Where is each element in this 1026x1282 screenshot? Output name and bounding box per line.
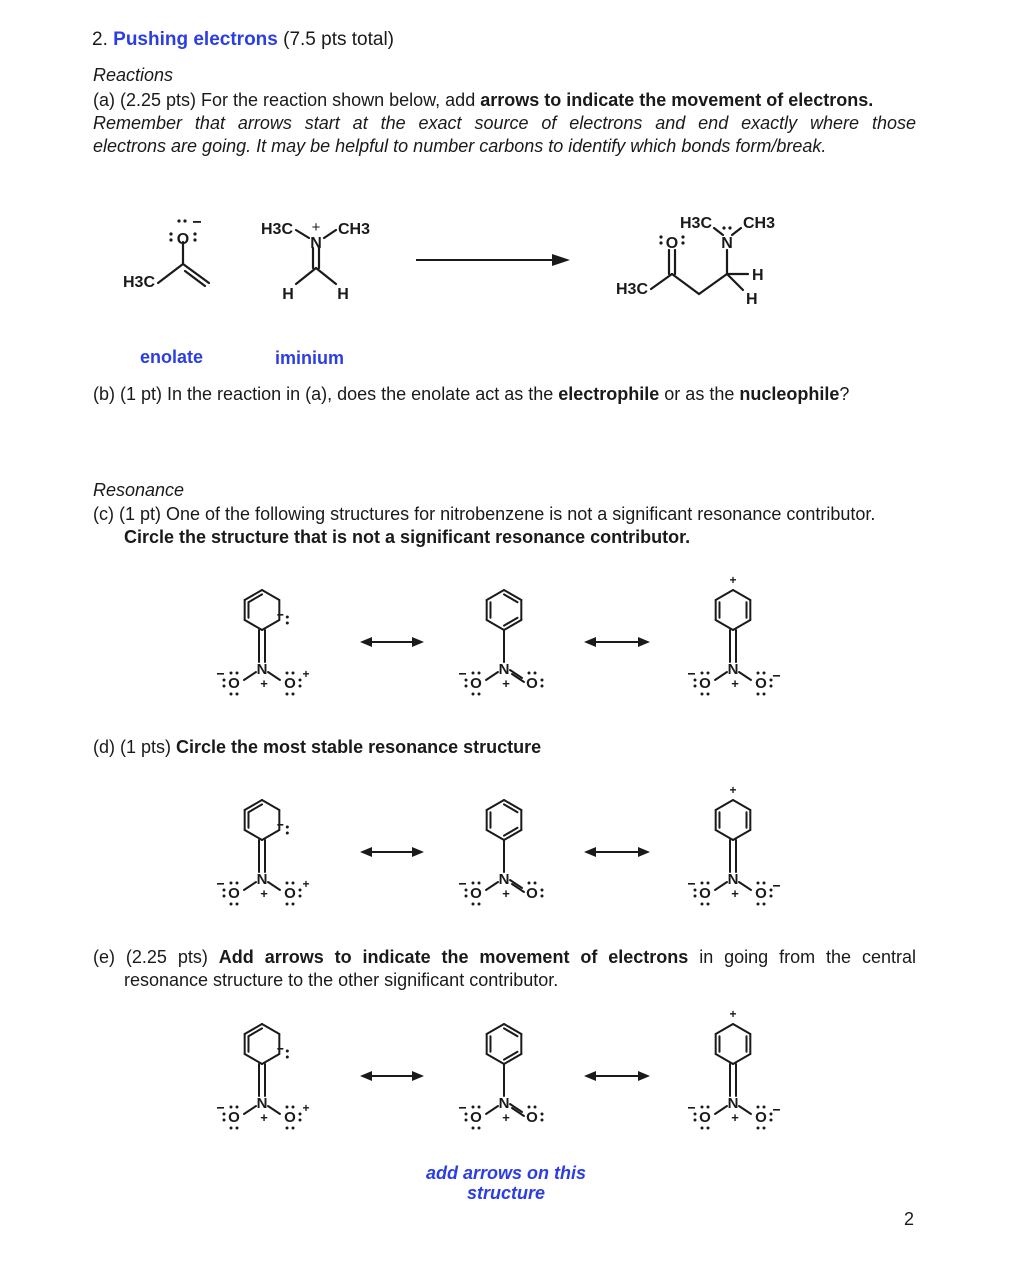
iminium-nitrogen: N <box>310 235 322 252</box>
nitrogen-plus: + <box>502 1110 510 1125</box>
negative-charge <box>773 675 780 677</box>
lone-pair-dot <box>292 882 295 885</box>
nitro-nitrogen: N <box>498 1095 510 1112</box>
iminium-bond-left-methyl <box>296 230 309 238</box>
lone-pair-dot <box>707 693 710 696</box>
iminium-bond-h-right <box>316 268 336 284</box>
lone-pair-dot <box>707 882 710 885</box>
lone-pair-dot <box>299 895 302 898</box>
oxygen-right: O <box>284 885 296 902</box>
oxygen-right: O <box>284 675 296 692</box>
lone-pair-dot <box>478 882 481 885</box>
lone-pair-dot <box>770 1119 773 1122</box>
resonance-arrow-head-right <box>638 1071 650 1081</box>
lone-pair-dot <box>763 903 766 906</box>
lone-pair-dot <box>478 1106 481 1109</box>
lone-pair-dot <box>472 1127 475 1130</box>
lone-pair-dot <box>770 889 773 892</box>
resonance-arrow-head-left <box>584 1071 596 1081</box>
lone-pair-dot <box>694 889 697 892</box>
negative-charge <box>459 673 466 675</box>
lone-pair-dot <box>223 1119 226 1122</box>
ring-bond <box>487 800 504 810</box>
negative-charge <box>688 883 695 885</box>
product-oxygen: O <box>665 235 679 252</box>
lone-pair-dot <box>694 685 697 688</box>
lone-pair-dot <box>770 685 773 688</box>
nitrogen-plus: + <box>731 1110 739 1125</box>
lone-pair-dot <box>528 882 531 885</box>
ring-bond <box>716 620 733 630</box>
n-o-bond-right <box>739 672 751 680</box>
nitro-nitrogen: N <box>256 1095 268 1112</box>
ring-bond <box>262 1024 279 1034</box>
ring-bond <box>733 800 750 810</box>
enolate-bond-methyl <box>158 264 183 283</box>
negative-charge <box>217 673 224 675</box>
oxygen-right: O <box>755 1109 767 1126</box>
lone-pair-dot <box>230 1106 233 1109</box>
lone-pair-dot <box>465 679 468 682</box>
ring-plus: + <box>729 573 737 587</box>
lone-pair-dot <box>223 889 226 892</box>
lone-pair-dot <box>286 1106 289 1109</box>
lone-pair-dot <box>223 1113 226 1116</box>
lone-pair-dot <box>286 672 289 675</box>
part-e-line2: resonance structure to the other significant contributor. <box>124 970 559 990</box>
question-points: (7.5 pts total) <box>283 29 395 50</box>
lone-pair-dot <box>701 882 704 885</box>
product-bond-n-methyl-left <box>714 228 723 235</box>
lone-pair-dot <box>286 1127 289 1130</box>
nitrogen-plus: + <box>260 886 268 901</box>
lone-pair-dot <box>701 1127 704 1130</box>
product-bond-methyl <box>651 274 672 289</box>
lone-pair-dot <box>286 882 289 885</box>
lone-pair-dot <box>770 1113 773 1116</box>
lone-pair-dot <box>286 616 289 619</box>
oxygen-left: O <box>699 1109 711 1126</box>
oxygen-plus: + <box>302 877 310 891</box>
product-h-right: H <box>752 267 764 284</box>
iminium-h-left: H <box>282 286 294 303</box>
lone-pair-dot <box>478 1127 481 1130</box>
reactions-heading: Reactions <box>93 65 174 85</box>
question-title: Pushing electrons <box>113 29 278 50</box>
n-o-bond-right <box>739 1106 751 1114</box>
lone-pair-dot <box>292 693 295 696</box>
lone-pair-dot <box>701 1106 704 1109</box>
resonance-arrow-head-right <box>412 1071 424 1081</box>
n-o-bond-right <box>268 672 280 680</box>
ring-bond <box>733 590 750 600</box>
lone-pair-dot <box>230 693 233 696</box>
n-o-bond-left <box>244 882 256 890</box>
nitro-nitrogen: N <box>256 871 268 888</box>
lone-pair-dot <box>757 882 760 885</box>
resonance-arrow-head-left <box>584 847 596 857</box>
resonance-arrow-head-left <box>584 637 596 647</box>
lone-pair-dot <box>230 672 233 675</box>
lone-pair-dot <box>236 1127 239 1130</box>
oxygen-plus: + <box>302 667 310 681</box>
iminium-left-methyl: H3C <box>260 221 293 238</box>
lone-pair-dot <box>541 679 544 682</box>
lone-pair-dot <box>770 895 773 898</box>
oxygen-left: O <box>470 675 482 692</box>
oxygen-right: O <box>284 1109 296 1126</box>
lone-pair-dot <box>236 1106 239 1109</box>
ring-negative-charge <box>277 1048 283 1050</box>
ring-negative-charge <box>277 614 283 616</box>
lone-pair-dot <box>541 889 544 892</box>
n-o-bond-left <box>715 1106 727 1114</box>
part-e-line1: (e) (2.25 pts) Add arrows to indicate the movement of electrons in going from the central <box>93 947 916 967</box>
lone-pair-dot <box>230 882 233 885</box>
lone-pair-dot <box>534 672 537 675</box>
lone-pair-dot <box>763 693 766 696</box>
resonance-row-c <box>0 570 1026 720</box>
part-b-text: (b) (1 pt) In the reaction in (a), does the enolate act as the electrophile or as the nucleophile? <box>93 384 850 404</box>
lone-pair-dot <box>223 679 226 682</box>
ring-bond <box>716 1024 733 1034</box>
lone-pair-dot <box>472 693 475 696</box>
resonance-arrow-head-left <box>360 637 372 647</box>
resonance-arrow-head-right <box>412 637 424 647</box>
n-o-bond-left <box>244 1106 256 1114</box>
iminium-plus: + <box>311 219 321 236</box>
oxygen-left: O <box>470 1109 482 1126</box>
lone-pair-dot <box>694 1113 697 1116</box>
iminium-right-methyl: CH3 <box>338 221 371 238</box>
lone-pair-dot <box>472 903 475 906</box>
lone-pair-dot <box>299 1113 302 1116</box>
lone-pair-dot <box>528 672 531 675</box>
lone-pair-dot <box>299 679 302 682</box>
nitrogen-plus: + <box>502 676 510 691</box>
lone-pair-dot <box>286 832 289 835</box>
resonance-arrow-head-left <box>360 847 372 857</box>
ring-bond <box>245 830 262 840</box>
lone-pair-dot <box>757 693 760 696</box>
ring-bond <box>262 620 279 630</box>
product-n-methyl-right: CH3 <box>743 215 776 232</box>
oxygen-left: O <box>470 885 482 902</box>
oxygen-left: O <box>228 885 240 902</box>
note-line2: structure <box>466 1183 546 1203</box>
lone-pair-dot <box>770 679 773 682</box>
nitro-nitrogen: N <box>256 661 268 678</box>
lone-pair-dot <box>541 895 544 898</box>
ring-bond <box>245 620 262 630</box>
lone-pair-dot <box>236 882 239 885</box>
ring-plus: + <box>729 1007 737 1021</box>
lone-pair-dot <box>286 1050 289 1053</box>
nitrogen-plus: + <box>731 886 739 901</box>
lone-pair-dot <box>236 693 239 696</box>
product-bond-c3 <box>699 274 727 294</box>
lone-pair-dot <box>707 903 710 906</box>
nitro-nitrogen: N <box>727 661 739 678</box>
resonance-arrow-head-right <box>638 847 650 857</box>
reaction-scheme <box>0 190 1026 320</box>
enolate-oxygen: O <box>176 231 190 248</box>
lone-pair-dot <box>478 693 481 696</box>
n-o-bond-left <box>715 882 727 890</box>
lone-pair-dot <box>757 1127 760 1130</box>
lone-pair-dot <box>757 903 760 906</box>
lone-pair-dot <box>707 1106 710 1109</box>
part-a-line3: electrons are going. It may be helpful to number carbons to identify which bonds form/break. <box>93 136 827 156</box>
negative-charge <box>688 1107 695 1109</box>
lone-pair-dot <box>701 903 704 906</box>
nitrogen-plus: + <box>502 886 510 901</box>
lone-pair-dot <box>534 882 537 885</box>
lone-pair-dot <box>292 672 295 675</box>
part-a-line1: (a) (2.25 pts) For the reaction shown below, add arrows to indicate the movement of electrons. <box>93 90 874 110</box>
part-c-line2: Circle the structure that is not a significant resonance contributor. <box>124 527 691 547</box>
page-number: 2 <box>904 1209 915 1229</box>
lone-pair-dot <box>694 679 697 682</box>
iminium-label: iminium <box>275 348 345 368</box>
ring-bond <box>262 1054 279 1064</box>
n-o-bond-left <box>486 672 498 680</box>
ring-bond <box>262 590 279 600</box>
ring-bond <box>262 830 279 840</box>
nitrogen-plus: + <box>260 676 268 691</box>
lone-pair-dot <box>299 1119 302 1122</box>
part-d-text: (d) (1 pts) Circle the most stable resonance structure <box>93 737 542 757</box>
lone-pair-dot <box>707 1127 710 1130</box>
enolate-label: enolate <box>140 347 204 367</box>
oxygen-plus: + <box>302 1101 310 1115</box>
ring-bond <box>716 830 733 840</box>
lone-pair-dot <box>472 882 475 885</box>
resonance-arrow-head-left <box>360 1071 372 1081</box>
lone-pair-dot <box>541 685 544 688</box>
lone-pair-dot <box>299 889 302 892</box>
lone-pair-dot <box>694 1119 697 1122</box>
ring-bond <box>487 830 504 840</box>
question-header <box>92 28 394 51</box>
lone-pair-dot <box>528 1106 531 1109</box>
negative-charge <box>217 1107 224 1109</box>
ring-bond <box>716 590 733 600</box>
lone-pair-dot <box>286 1056 289 1059</box>
lone-pair-dot <box>478 672 481 675</box>
n-o-bond-left <box>244 672 256 680</box>
lone-pair-dot <box>694 895 697 898</box>
product-c-methyl: H3C <box>615 281 648 298</box>
lone-pair-dot <box>286 622 289 625</box>
lone-pair-dot <box>236 672 239 675</box>
oxygen-right: O <box>755 885 767 902</box>
product-bond-c2 <box>672 274 699 294</box>
product-nitrogen: N <box>721 235 733 252</box>
iminium-bond-right-methyl <box>324 230 336 238</box>
product-h-down: H <box>746 291 758 308</box>
lone-pair-dot <box>299 685 302 688</box>
ring-bond <box>487 620 504 630</box>
resonance-row-e <box>0 1004 1026 1154</box>
resonance-arrow-head-right <box>412 847 424 857</box>
nitro-nitrogen: N <box>498 871 510 888</box>
ring-bond <box>245 1054 262 1064</box>
question-number: 2. <box>92 29 108 50</box>
negative-charge <box>217 883 224 885</box>
lone-pair-dot <box>223 685 226 688</box>
lone-pair-dot <box>541 1113 544 1116</box>
n-o-bond-right <box>739 882 751 890</box>
n-o-bond-left <box>486 1106 498 1114</box>
lone-pair-dot <box>534 1106 537 1109</box>
oxygen-left: O <box>228 1109 240 1126</box>
negative-charge <box>773 1109 780 1111</box>
lone-pair-dot <box>292 903 295 906</box>
ring-bond <box>262 800 279 810</box>
lone-pair-dot <box>763 1127 766 1130</box>
nitro-nitrogen: N <box>498 661 510 678</box>
oxygen-right: O <box>526 885 538 902</box>
resonance-heading: Resonance <box>93 480 185 500</box>
ring-bond <box>487 1024 504 1034</box>
oxygen-right: O <box>526 675 538 692</box>
lone-pair-dot <box>701 672 704 675</box>
lone-pair-dot <box>286 903 289 906</box>
part-a-line2: Remember that arrows start at the exact source of electrons and end exactly where those <box>93 113 916 133</box>
lone-pair-dot <box>465 895 468 898</box>
ring-bond <box>733 1024 750 1034</box>
lone-pair-dot <box>478 903 481 906</box>
lone-pair-dot <box>292 1106 295 1109</box>
lone-pair-dot <box>236 903 239 906</box>
ring-bond <box>733 1054 750 1064</box>
lone-pair-dot <box>701 693 704 696</box>
oxygen-left: O <box>228 675 240 692</box>
iminium-h-right: H <box>337 286 349 303</box>
lone-pair-dot <box>763 1106 766 1109</box>
lone-pair-dot <box>707 672 710 675</box>
oxygen-right: O <box>526 1109 538 1126</box>
n-o-bond-right <box>268 1106 280 1114</box>
n-o-bond-left <box>715 672 727 680</box>
oxygen-left: O <box>699 675 711 692</box>
lone-pair-dot <box>757 672 760 675</box>
product-n-methyl-left: H3C <box>679 215 712 232</box>
lone-pair-dot <box>465 685 468 688</box>
ring-bond <box>716 1054 733 1064</box>
negative-charge <box>459 883 466 885</box>
lone-pair-dot <box>286 693 289 696</box>
reaction-arrow-head <box>552 254 570 266</box>
resonance-arrow-head-right <box>638 637 650 647</box>
lone-pair-dot <box>472 1106 475 1109</box>
note-line1: add arrows on this <box>425 1163 587 1183</box>
ring-bond <box>733 620 750 630</box>
ring-plus: + <box>729 783 737 797</box>
ring-bond <box>487 590 504 600</box>
lone-pair-dot <box>757 1106 760 1109</box>
lone-pair-dot <box>230 1127 233 1130</box>
product-bond-ch-down <box>727 274 743 290</box>
oxygen-left: O <box>699 885 711 902</box>
nitro-nitrogen: N <box>727 871 739 888</box>
negative-charge <box>459 1107 466 1109</box>
enolate-methyl: H3C <box>122 274 155 291</box>
nitrogen-plus: + <box>260 1110 268 1125</box>
lone-pair-dot <box>763 672 766 675</box>
lone-pair-dot <box>465 1113 468 1116</box>
part-c-line1: (c) (1 pt) One of the following structures for nitrobenzene is not a significant resonance contributor. <box>93 504 876 524</box>
ring-bond <box>733 830 750 840</box>
nitrogen-plus: + <box>731 676 739 691</box>
resonance-row-d <box>0 780 1026 930</box>
oxygen-right: O <box>755 675 767 692</box>
lone-pair-dot <box>465 889 468 892</box>
lone-pair-dot <box>223 895 226 898</box>
ring-negative-charge <box>277 824 283 826</box>
negative-charge <box>688 673 695 675</box>
ring-bond <box>716 800 733 810</box>
lone-pair-dot <box>472 672 475 675</box>
lone-pair-dot <box>230 903 233 906</box>
n-o-bond-left <box>486 882 498 890</box>
lone-pair-dot <box>465 1119 468 1122</box>
product-bond-n-methyl-right <box>732 228 741 235</box>
n-o-bond-right <box>268 882 280 890</box>
nitro-nitrogen: N <box>727 1095 739 1112</box>
ring-bond <box>487 1054 504 1064</box>
central-structure-note <box>380 1163 632 1203</box>
lone-pair-dot <box>292 1127 295 1130</box>
lone-pair-dot <box>286 826 289 829</box>
lone-pair-dot <box>763 882 766 885</box>
iminium-bond-h-left <box>296 268 316 284</box>
lone-pair-dot <box>541 1119 544 1122</box>
negative-charge <box>773 885 780 887</box>
